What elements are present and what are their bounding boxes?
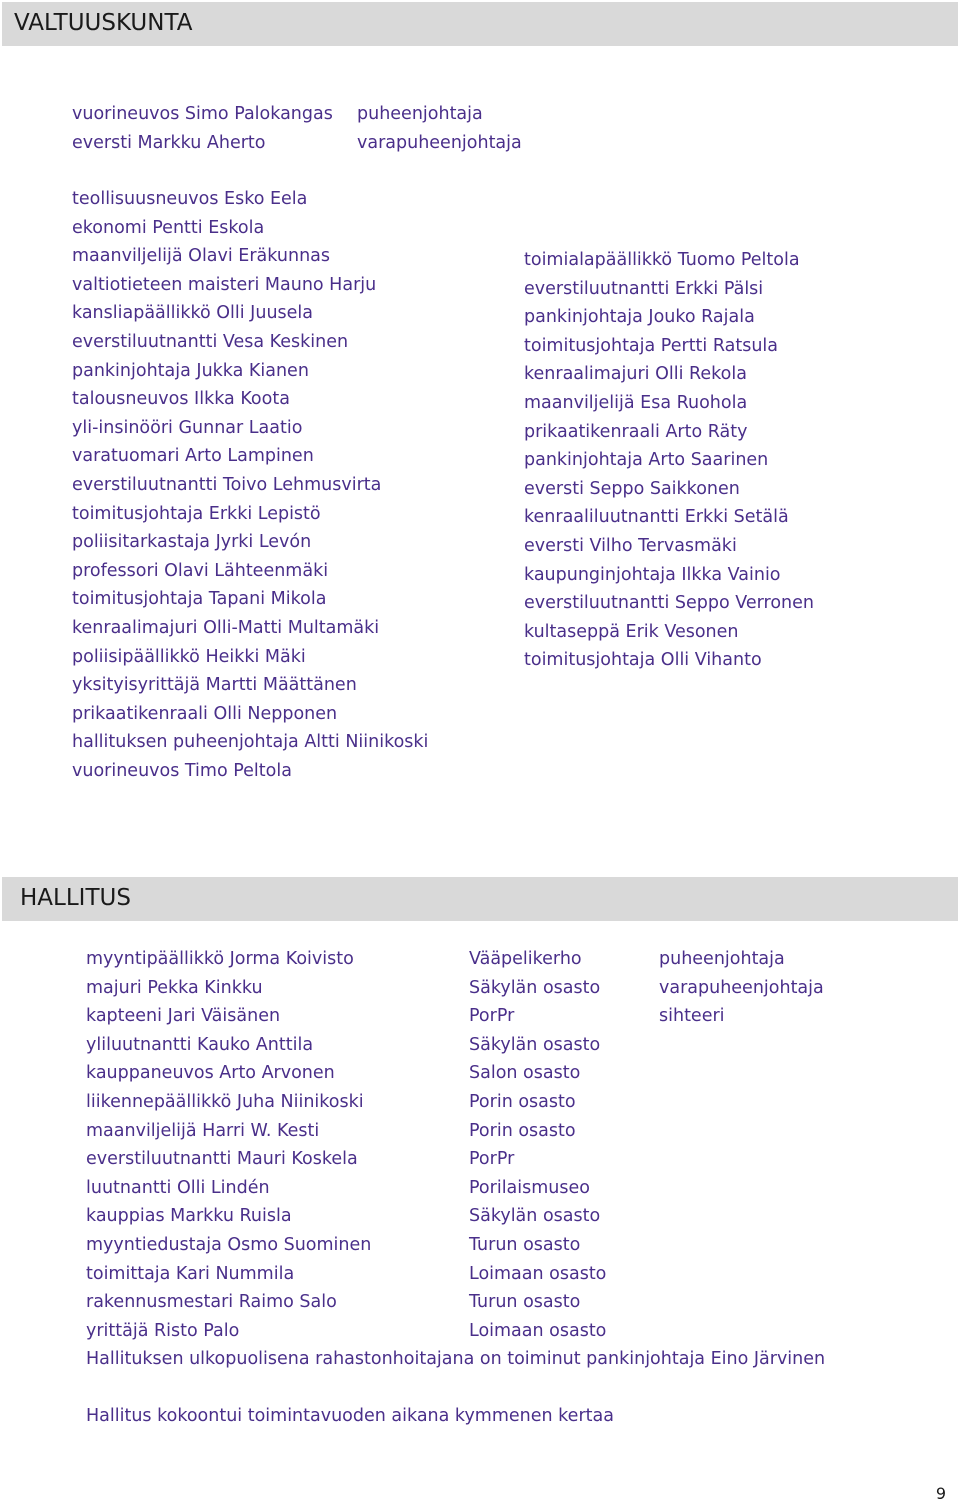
list-item: varapuheenjohtaja [357,132,522,153]
list-item: maanviljelijä Esa Ruohola [524,392,748,413]
list-item: kaupunginjohtaja Ilkka Vainio [524,564,781,585]
list-item: everstiluutnantti Erkki Pälsi [524,278,764,299]
list-item: kauppias Markku Ruisla [86,1206,292,1227]
section-heading: HALLITUS [20,885,131,911]
list-item: myyntiedustaja Osmo Suominen [86,1234,372,1255]
list-item: maanviljelijä Harri W. Kesti [86,1120,320,1141]
list-item: kenraalimajuri Olli Rekola [524,364,747,385]
list-item: Säkylän osasto [469,1034,601,1055]
list-item: sihteeri [659,1006,725,1027]
list-item: valtiotieteen maisteri Mauno Harju [72,274,377,295]
list-item: toimittaja Kari Nummila [86,1263,295,1284]
leaders-roles [357,100,522,157]
list-item: pankinjohtaja Jukka Kianen [72,360,309,381]
list-item: vuorineuvos Simo Palokangas [72,104,333,124]
list-item: eversti Seppo Saikkonen [524,478,740,499]
section-banner-hallitus [2,877,958,921]
list-item: kapteeni Jari Väisänen [86,1006,281,1027]
list-item: yli-insinööri Gunnar Laatio [72,417,303,438]
list-item: yksityisyrittäjä Martti Määttänen [72,675,357,696]
list-item: everstiluutnantti Seppo Verronen [524,593,814,614]
list-item: Säkylän osasto [469,1206,601,1227]
list-item: Säkylän osasto [469,977,601,998]
list-item: prikaatikenraali Arto Räty [524,421,748,442]
list-item: varapuheenjohtaja [659,977,824,998]
list-item: poliisitarkastaja Jyrki Levón [72,532,312,553]
list-item: toimitusjohtaja Pertti Ratsula [524,335,778,356]
treasurer-note: Hallituksen ulkopuolisena rahastonhoitajana on toiminut pankinjohtaja Eino Järvinen [86,1349,826,1369]
list-item: majuri Pekka Kinkku [86,977,263,998]
list-item: everstiluutnantti Mauri Koskela [86,1149,358,1170]
list-item: talousneuvos Ilkka Koota [72,389,290,410]
list-item: everstiluutnantti Vesa Keskinen [72,331,349,352]
list-item: rakennusmestari Raimo Salo [86,1292,337,1313]
list-item: toimitusjohtaja Olli Vihanto [524,650,762,671]
list-item: toimitusjohtaja Tapani Mikola [72,589,327,610]
list-item: puheenjohtaja [357,104,483,124]
members-left-column [72,185,428,785]
list-item: PorPr [469,1149,515,1170]
list-item: Loimaan osasto [469,1263,607,1284]
list-item: yrittäjä Risto Palo [86,1320,240,1341]
list-item: Turun osasto [469,1292,581,1313]
members-right-column [524,246,814,675]
list-item: PorPr [469,1006,515,1027]
list-item: teollisuusneuvos Esko Eela [72,189,308,209]
list-item: toimitusjohtaja Erkki Lepistö [72,503,321,524]
meetings-note: Hallitus kokoontui toimintavuoden aikana kymmenen kertaa [86,1406,614,1426]
list-item: everstiluutnantti Toivo Lehmusvirta [72,474,382,495]
list-item: toimialapäällikkö Tuomo Peltola [524,250,800,270]
list-item: maanviljelijä Olavi Eräkunnas [72,246,330,267]
list-item: ekonomi Pentti Eskola [72,217,265,238]
list-item: prikaatikenraali Olli Nepponen [72,703,338,724]
list-item: eversti Vilho Tervasmäki [524,535,737,556]
leaders-names [72,100,333,157]
list-item: puheenjohtaja [659,949,785,969]
list-item: poliisipäällikkö Heikki Mäki [72,646,306,667]
list-item: yliluutnantti Kauko Anttila [86,1034,314,1055]
list-item: professori Olavi Lähteenmäki [72,560,329,581]
board-names-column [86,945,371,1345]
list-item: Loimaan osasto [469,1320,607,1341]
list-item: vuorineuvos Timo Peltola [72,760,292,781]
list-item: luutnantti Olli Lindén [86,1177,270,1198]
list-item: kansliapäällikkö Olli Juusela [72,303,314,324]
list-item: pankinjohtaja Jouko Rajala [524,307,755,328]
list-item: Porilaismuseo [469,1177,590,1198]
list-item: kenraalimajuri Olli-Matti Multamäki [72,617,380,638]
list-item: Vääpelikerho [469,949,582,969]
list-item: myyntipäällikkö Jorma Koivisto [86,949,354,969]
list-item: Porin osasto [469,1091,576,1112]
list-item: eversti Markku Aherto [72,132,266,153]
list-item: kenraaliluutnantti Erkki Setälä [524,507,789,528]
list-item: Porin osasto [469,1120,576,1141]
list-item: kultaseppä Erik Vesonen [524,621,739,642]
list-item: hallituksen puheenjohtaja Altti Niinikoski [72,732,429,753]
list-item: kauppaneuvos Arto Arvonen [86,1063,335,1084]
list-item: varatuomari Arto Lampinen [72,446,314,467]
list-item: liikennepäällikkö Juha Niinikoski [86,1091,364,1112]
list-item: pankinjohtaja Arto Saarinen [524,450,769,471]
section-heading: VALTUUSKUNTA [14,10,193,36]
board-roles-column [659,945,824,1031]
page-number: 9 [935,1484,946,1503]
board-orgs-column [469,945,606,1345]
list-item: Turun osasto [469,1234,581,1255]
list-item: Salon osasto [469,1063,581,1084]
section-banner-valtuuskunta [2,2,958,46]
